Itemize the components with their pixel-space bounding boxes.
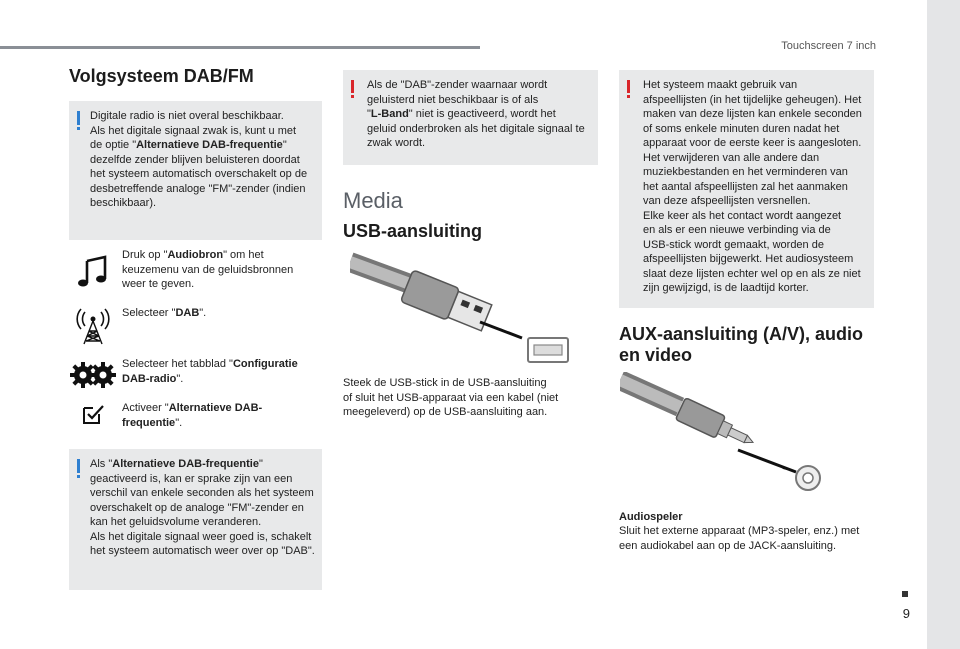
aux-subtitle: Audiospeler [619, 511, 683, 523]
step-dab: Selecteer "DAB". [122, 307, 207, 319]
checkbox-icon [70, 399, 116, 429]
page-number: 9 [902, 606, 910, 621]
aux-instruction: Sluit het externe apparaat (MP3-speler, enz.) met een audiokabel aan op de JACK-aansluiting. [619, 525, 860, 552]
end-marker [902, 591, 908, 597]
warning-icon [627, 80, 630, 93]
usb-instruction: Steek de USB-stick in de USB-aansluiting of sluit het USB-apparaat via een kabel (niet meegeleverd) op de USB-aansluiting aan. [343, 377, 559, 418]
usb-plug-illustration [350, 250, 575, 370]
dab-section-title: Volgsysteem DAB/FM [69, 66, 254, 86]
warning-box-playlists: Het systeem maakt gebruik van afspeellijsten (in het tijdelijke geheugen). Het maken van deze lijsten kan enkele seconden of soms enkele minuten duren nadat het apparaat voor de eerste keer is aangesloten. Het verwijderen van alle andere dan muziekbestanden en het verminderen van het aantal afspeellijsten zal het aanmaken van deze afspeellijsten versnellen. Elke keer als het contact wordt aangezet en als er een nieuwe verbinding via de USB-stick wordt gemaakt, worden de afspeellijsten bijgewerkt. Het audiosysteem slaat deze lijsten echter wel op en als ze niet zijn gewijzigd, is de laadtijd korter. [619, 70, 874, 308]
header-rule [0, 46, 480, 49]
info-icon [77, 459, 80, 473]
gears-icon [70, 357, 116, 393]
music-note-icon [70, 252, 116, 292]
page-side-strip [927, 0, 960, 649]
aux-section-title: AUX-aansluiting (A/V), audio en video [619, 324, 864, 365]
step-configuratie: Selecteer het tabblad "Configuratie DAB-radio". [122, 358, 298, 385]
dab-info-box: Digitale radio is niet overal beschikbaar. Als het digitale signaal zwak is, kunt u met de optie "Alternatieve DAB-frequentie" dezelfde zender blijven beluisteren doordat het systeem automatisch overschakelt op de desbetreffende analoge "FM"-zender (indien beschikbaar). [69, 101, 322, 240]
warning-icon [351, 80, 354, 93]
chapter-title: Touchscreen 7 inch [781, 40, 876, 52]
step-audiobron: Druk op "Audiobron" om het keuzemenu van de geluidsbronnen weer te geven. [122, 249, 294, 290]
jack-plug-illustration [620, 372, 830, 497]
antenna-icon [70, 304, 116, 348]
dab-info-box-2: Als "Alternatieve DAB-frequentie" geactiveerd is, kan er sprake zijn van een verschil van enkele seconden als het systeem overschakelt op de analoge "FM"-zender en kan het geluidsvolume veranderen. Als het digitale signaal weer goed is, schakelt het systeem automatisch weer over op "DAB". [69, 449, 322, 590]
info-icon [77, 111, 80, 125]
media-title: Media [343, 188, 403, 213]
usb-section-title: USB-aansluiting [343, 221, 483, 241]
warning-box-l-band: Als de "DAB"-zender waarnaar wordt geluisterd niet beschikbaar is of als "L-Band" niet is geactiveerd, wordt het geluid onderbroken als het digitale signaal te zwak wordt. [343, 70, 598, 165]
step-alternatieve: Activeer "Alternatieve DAB- frequentie". [122, 402, 263, 429]
